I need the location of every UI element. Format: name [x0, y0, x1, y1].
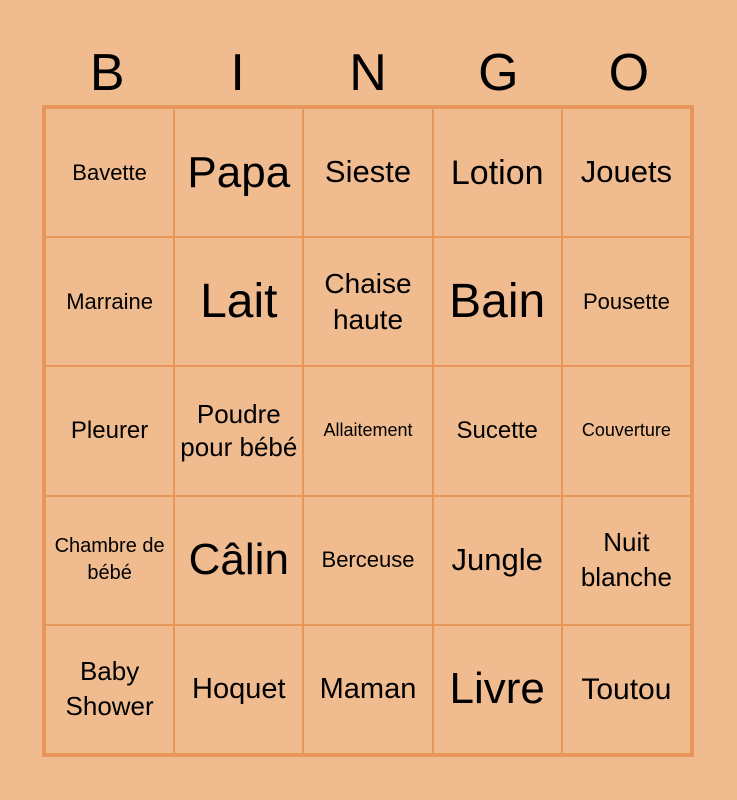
bingo-cell[interactable]: Hoquet [174, 625, 303, 754]
header-letter-n: N [349, 44, 387, 102]
bingo-cell[interactable]: Marraine [45, 237, 174, 366]
bingo-cell[interactable]: Baby Shower [45, 625, 174, 754]
bingo-cell[interactable]: Nuit blanche [562, 496, 691, 625]
header-letter-b: B [89, 44, 125, 102]
bingo-cell[interactable]: Bain [433, 237, 562, 366]
bingo-cell[interactable]: Sucette [433, 366, 562, 495]
bingo-cell[interactable]: Pleurer [45, 366, 174, 495]
bingo-cell[interactable]: Berceuse [303, 496, 432, 625]
bingo-cell[interactable]: Couverture [562, 366, 691, 495]
bingo-cell[interactable]: Sieste [303, 108, 432, 237]
bingo-header [42, 40, 694, 106]
header-letter-g: G [478, 44, 519, 102]
bingo-cell[interactable]: Chambre de bébé [45, 496, 174, 625]
bingo-cell[interactable]: Allaitement [303, 366, 432, 495]
bingo-cell[interactable]: Jouets [562, 108, 691, 237]
bingo-cell[interactable]: Bavette [45, 108, 174, 237]
bingo-cell[interactable]: Lotion [433, 108, 562, 237]
bingo-cell[interactable]: Chaise haute [303, 237, 432, 366]
bingo-cell[interactable]: Livre [433, 625, 562, 754]
header-letter-i: I [230, 44, 245, 102]
header-letter-o: O [608, 44, 650, 102]
bingo-cell[interactable]: Câlin [174, 496, 303, 625]
bingo-cell[interactable]: Jungle [433, 496, 562, 625]
bingo-cell[interactable]: Pousette [562, 237, 691, 366]
bingo-cell[interactable]: Toutou [562, 625, 691, 754]
bingo-board [42, 105, 694, 757]
bingo-cell[interactable]: Lait [174, 237, 303, 366]
bingo-cell[interactable]: Papa [174, 108, 303, 237]
bingo-cell[interactable]: Poudre pour bébé [174, 366, 303, 495]
bingo-cell[interactable]: Maman [303, 625, 432, 754]
